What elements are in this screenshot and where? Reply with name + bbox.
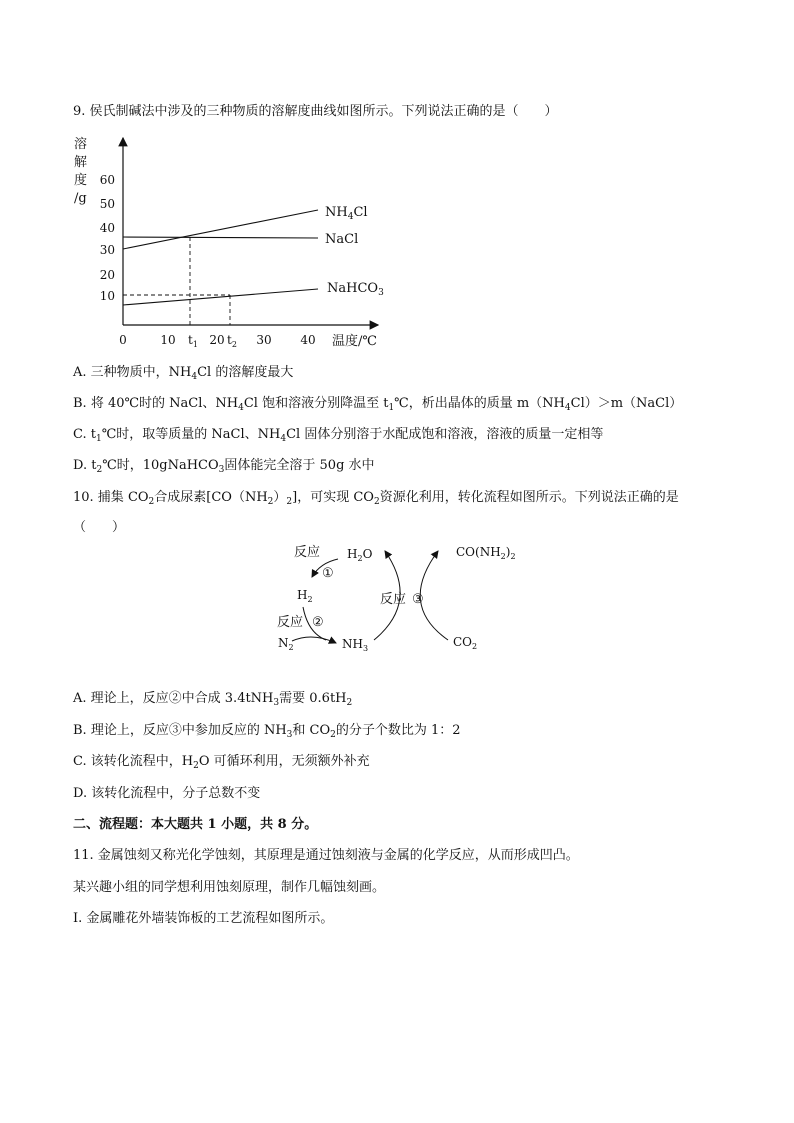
q10-stem: 10. 捕集 $CO_2$合成尿素$[CO(NH_2)_2]$，可实现 $CO_2$资源化利用，转化流程如图所示。下列说法正确的是 [73, 490, 679, 507]
y-tick-label: 30 [99, 243, 115, 257]
r2-number: ② [312, 615, 324, 630]
h2o-node: $H_2O$ [347, 547, 373, 563]
r2-label: 反应 [277, 615, 304, 630]
q11-line2: 某兴趣小组的同学想利用蚀刻原理，制作几幅蚀刻画。 [73, 880, 386, 895]
nh4cl-label: $NH_4Cl$ [325, 205, 368, 222]
q10-stem-line2: （ ） [73, 520, 126, 535]
n2-to-nh3-arrow [292, 637, 336, 643]
q9-option-b: B. 将 40℃时的 NaCl、$NH_4Cl$ 饱和溶液分别降温至 $t_1℃$，析出晶体的质量 $m(NH_4Cl)>m(NaCl)$ [73, 396, 683, 413]
q11-line3: Ⅰ. 金属雕花外墙装饰板的工艺流程如图所示。 [73, 911, 334, 926]
q10-option-c: C. 该转化流程中，$H_2O$ 可循环利用，无须额外补充 [73, 754, 370, 771]
r3-right-arc [420, 551, 448, 640]
q9-option-d: D. $t_2℃$时，10gNaHCO$_3$固体能完全溶于 50g 水中 [73, 458, 375, 475]
nh4cl-curve [123, 210, 318, 249]
q9-stem: 9. 侯氏制碱法中涉及的三种物质的溶解度曲线如图所示。下列说法正确的是（ ） [73, 104, 558, 119]
q10-flow-diagram [270, 537, 550, 667]
n2-node: $N_2$ [278, 636, 294, 652]
h2-node: $H_2$ [297, 588, 313, 604]
x-tick-label: 40 [300, 333, 316, 347]
q11-line1: 11. 金属蚀刻又称光化学蚀刻，其原理是通过蚀刻液与金属的化学反应，从而形成凹凸。 [73, 848, 579, 863]
y-tick-label: 50 [99, 197, 115, 211]
x-tick-label-t2: $t_2$ [227, 333, 237, 349]
y-tick-label: 40 [99, 221, 115, 235]
q10-option-b: B. 理论上，反应③中参加反应的 $NH_3$和 $CO_2$的分子个数比为 1：2 [73, 723, 461, 740]
urea-node: $CO(NH_2)_2$ [456, 545, 516, 561]
q9-option-c: C. $t_1℃$时，取等质量的 NaCl、$NH_4Cl$ 固体分别溶于水配成饱和溶液，溶液的质量一定相等 [73, 427, 604, 444]
x-tick-label: 10 [160, 333, 176, 347]
r1-number: ① [322, 566, 334, 581]
co2-node: $CO_2$ [453, 635, 478, 651]
q9-option-a: A. 三种物质中，$NH_4Cl$ 的溶解度最大 [73, 365, 294, 382]
q9-solubility-chart [70, 132, 390, 352]
x-tick-label: 30 [256, 333, 272, 347]
x-tick-label: 20 [209, 333, 225, 347]
q10-option-a: A. 理论上，反应②中合成 3.4tNH$_3$需要 $0.6tH_2$ [73, 691, 353, 708]
r1-label: 反应 [294, 545, 321, 560]
y-label-char: 解 [74, 155, 88, 170]
x-axis-label: 温度/℃ [332, 334, 377, 349]
y-label-char: /g [74, 191, 87, 206]
nahco3-curve [123, 289, 318, 305]
nahco3-label: NaHCO$_3$ [327, 281, 384, 298]
y-label-char: 溶 [74, 137, 88, 152]
nacl-label: NaCl [325, 232, 359, 247]
nacl-curve [123, 237, 318, 238]
r3-number: ③ [412, 592, 424, 607]
q10-option-d: D. 该转化流程中，分子总数不变 [73, 786, 261, 801]
x-tick-label: 0 [119, 333, 127, 347]
y-tick-label: 20 [99, 268, 115, 282]
nh3-node: $NH_3$ [342, 637, 369, 653]
section-heading: 二、流程题：本大题共 1 小题，共 8 分。 [73, 817, 318, 832]
y-label-char: 度 [74, 173, 88, 188]
y-tick-label: 60 [99, 173, 115, 187]
y-tick-label: 10 [99, 289, 115, 303]
r3-label: 反应 [380, 592, 407, 607]
x-tick-label-t1: $t_1$ [188, 333, 198, 349]
